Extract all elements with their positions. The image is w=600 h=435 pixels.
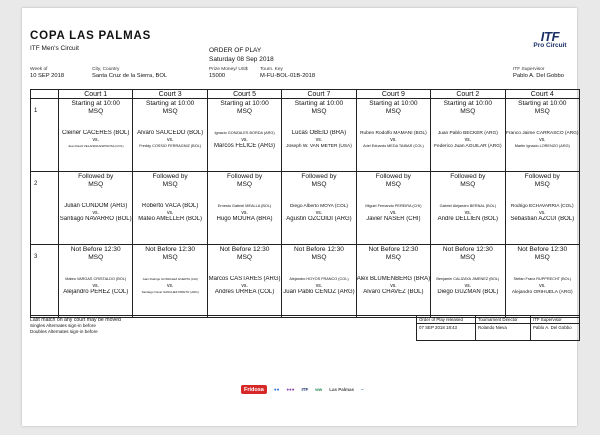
schedule-row xyxy=(31,245,580,318)
versus-label: vs. xyxy=(166,210,174,216)
match-event: MSQ xyxy=(237,108,253,115)
player-one: Julian CUNDOM (ARG) xyxy=(64,203,128,209)
supervisor-label: ITF Supervisor xyxy=(513,67,545,72)
match-cell xyxy=(59,172,133,245)
match-event: MSQ xyxy=(88,108,104,115)
match-cell xyxy=(282,99,356,172)
court-header: Court 3 xyxy=(133,90,207,99)
player-two: Alejandro ORIHUELA (ARG) xyxy=(511,290,573,295)
tourn-key-value: M-FU-BOL-01B-2018 xyxy=(260,73,316,79)
match-event: MSQ xyxy=(385,108,401,115)
player-two: Andres URREA (COL) xyxy=(214,289,275,295)
player-one: Mateo VARGAS CRISTALDO (BOL) xyxy=(65,277,127,281)
prize-value: 15000 xyxy=(209,73,226,79)
schedule-table xyxy=(30,89,580,318)
court-header: Court 7 xyxy=(282,90,356,99)
match-cell xyxy=(282,245,356,318)
player-two: Santiago NAVARRO (BOL) xyxy=(59,216,132,222)
match-time: Followed by xyxy=(524,173,560,180)
match-time: Not Before 12:30 xyxy=(442,246,493,253)
sponsor-logo: ●●● xyxy=(286,387,295,392)
match-time: Not Before 12:30 xyxy=(219,246,270,253)
city-block xyxy=(92,67,167,79)
city-label: City, Country xyxy=(92,67,120,72)
player-two: Joseph W. VAN METER (USA) xyxy=(286,144,352,149)
player-two: Freddy COSSIO FERRAGNIZ (BOL) xyxy=(139,144,202,148)
court-header-row xyxy=(31,90,580,99)
player-two: Alejandro PEREZ (COL) xyxy=(63,289,129,295)
versus-label: vs. xyxy=(390,137,397,143)
player-one: Diego Alberto MOYA (COL) xyxy=(289,204,348,209)
versus-label: vs. xyxy=(241,210,248,216)
match-time: Not Before 12:30 xyxy=(517,246,568,253)
match-cell xyxy=(505,245,579,318)
court-header: Court 2 xyxy=(431,90,505,99)
match-time: Not Before 12:30 xyxy=(70,246,121,253)
order-of-play-label: ORDER OF PLAY xyxy=(209,47,262,54)
schedule-row xyxy=(31,99,580,172)
match-time: Starting at 10:00 xyxy=(369,100,418,107)
versus-label: vs. xyxy=(315,283,323,289)
player-two: Santiago Oscar SANCHEZ PRIETO (ARG) xyxy=(141,290,199,294)
sponsor-logos xyxy=(241,385,364,394)
player-two: Sebastian AZCUI (BOL) xyxy=(510,216,575,222)
match-cell xyxy=(207,172,281,245)
week-of-value: 10 SEP 2018 xyxy=(30,73,65,79)
player-one: Benjamin CALIZAYA JIMENEZ (BOL) xyxy=(436,277,500,281)
player-one: Stefan Franz RUPPRECHT (BOL) xyxy=(513,277,572,281)
match-time: Not Before 12:30 xyxy=(368,246,419,253)
match-cell xyxy=(282,172,356,245)
match-cell xyxy=(133,245,207,318)
player-two: Juan Pablo CENOZ (ARG) xyxy=(283,289,355,295)
player-one: Ruben Rodolfo MAMANI (BOL) xyxy=(360,131,427,136)
player-two: Andre DELLIEN (BOL) xyxy=(437,216,498,222)
itf-logo-text: ITF xyxy=(540,29,560,44)
director-label: Tournament Director xyxy=(476,316,530,324)
match-event: MSQ xyxy=(237,254,253,261)
alternates-notes xyxy=(30,323,98,334)
corner-cell xyxy=(31,90,59,99)
player-two: Ariel Eduardo MEDA TAIBAR (COL) xyxy=(363,144,424,148)
match-time: Not Before 12:30 xyxy=(294,246,344,253)
match-time: Followed by xyxy=(78,173,114,180)
player-two: Hugo MOURA (BRA) xyxy=(216,216,273,222)
tournament-title: COPA LAS PALMAS xyxy=(30,30,152,42)
released-value: 07 SEP 2018 18:43 xyxy=(419,325,458,330)
versus-label: vs. xyxy=(92,283,99,289)
sponsor-logo: ~ xyxy=(361,387,364,392)
match-event: MSQ xyxy=(162,181,178,188)
match-cell xyxy=(431,99,505,172)
round-number: 3 xyxy=(31,245,59,318)
match-event: MSQ xyxy=(385,254,401,261)
versus-label: vs. xyxy=(166,137,174,143)
sponsor-logo: Frídosa xyxy=(241,385,267,394)
player-two: Javier NASER (CHI) xyxy=(366,216,421,222)
match-event: MSQ xyxy=(385,181,401,188)
court-header: Court 5 xyxy=(207,90,281,99)
match-time: Followed by xyxy=(152,173,188,180)
match-time: Starting at 10:00 xyxy=(220,100,269,107)
player-one: Ignacio GONZALES BORDA (ARG) xyxy=(214,131,275,135)
week-of-label: Week of xyxy=(30,67,48,72)
player-one: Alex BLUMENBERG (BRA) xyxy=(356,276,431,282)
play-date: Saturday 08 Sep 2018 xyxy=(209,56,274,63)
match-cell xyxy=(59,245,133,318)
round-number: 1 xyxy=(31,99,59,172)
versus-label: vs. xyxy=(92,210,99,216)
versus-label: vs. xyxy=(539,283,546,289)
footer-supervisor-label: ITF Supervisor xyxy=(531,316,579,324)
versus-label: vs. xyxy=(241,137,248,143)
player-one: Alejandro HOYOS FRANCO (COL) xyxy=(289,277,349,281)
court-header: Court 9 xyxy=(356,90,430,99)
match-cell xyxy=(431,245,505,318)
schedule-body xyxy=(31,99,580,318)
player-one: Juan Rodrigo GONZALEZ HUERTA (CHI) xyxy=(142,277,198,281)
city-value: Santa Cruz de la Sierra, BOL xyxy=(92,73,168,79)
match-cell xyxy=(356,172,430,245)
match-time: Followed by xyxy=(226,173,263,180)
match-event: MSQ xyxy=(237,181,253,188)
match-time: Starting at 10:00 xyxy=(294,100,344,107)
player-two: Juan David VELANDIA ESPINOSA (COL) xyxy=(67,144,124,148)
footer-supervisor-value: Pablo A. Del Gobbo xyxy=(533,325,572,330)
match-time: Not Before 12:30 xyxy=(145,246,196,253)
match-time: Starting at 10:00 xyxy=(145,100,195,107)
match-cell xyxy=(207,245,281,318)
match-event: MSQ xyxy=(88,181,104,188)
match-time: Followed by xyxy=(450,173,486,180)
versus-label: vs. xyxy=(166,283,174,289)
director-box xyxy=(475,315,531,341)
match-cell xyxy=(356,99,430,172)
circuit-name: ITF Men's Circuit xyxy=(30,45,79,52)
match-event: MSQ xyxy=(311,108,327,115)
player-one: Lucas OBEID (BRA) xyxy=(291,130,347,136)
player-one: Miguel Fernando PEREIRA (CHI) xyxy=(365,204,422,208)
supervisor-value: Pablo A. Del Gobbo xyxy=(513,73,564,79)
prize-block xyxy=(209,67,248,79)
versus-label: vs. xyxy=(92,137,99,143)
versus-label: vs. xyxy=(464,210,472,216)
player-one: Gabriel Alejandro BERNAL (BOL) xyxy=(439,204,497,208)
player-two: Alvaro CHAVEZ (BOL) xyxy=(363,289,424,295)
match-time: Followed by xyxy=(375,173,411,180)
match-event: MSQ xyxy=(460,254,476,261)
versus-label: vs. xyxy=(315,210,323,216)
versus-label: vs. xyxy=(464,283,472,289)
versus-label: vs. xyxy=(390,283,397,289)
released-box xyxy=(416,315,476,341)
released-label: Order of Play released xyxy=(417,316,475,324)
tourn-key-label: Tourn. Key xyxy=(260,67,283,72)
player-one: Marcos CASTARES (ARG) xyxy=(208,276,281,282)
match-time: Starting at 10:00 xyxy=(443,100,493,107)
player-one: Franco Jaime CARRASCO (ARG) xyxy=(506,131,579,136)
match-event: MSQ xyxy=(460,181,476,188)
match-cell xyxy=(431,172,505,245)
sponsor-logo: ITF xyxy=(301,387,309,392)
director-value: Rolando Nieva xyxy=(478,325,507,330)
player-one: Cleiner CACERES (BOL) xyxy=(62,130,130,136)
player-one: Alvaro SAUCEDO (BOL) xyxy=(137,130,204,136)
versus-label: vs. xyxy=(539,137,546,143)
footer xyxy=(30,315,580,343)
match-event: MSQ xyxy=(162,254,178,261)
match-event: MSQ xyxy=(162,108,178,115)
order-of-play-heading xyxy=(209,46,274,64)
player-two: Diego GUZMAN (BOL) xyxy=(437,289,499,295)
match-time: Followed by xyxy=(301,173,337,180)
match-event: MSQ xyxy=(534,108,550,115)
player-two: Marcos FELICE (ARG) xyxy=(214,143,276,149)
match-cell xyxy=(133,172,207,245)
match-event: MSQ xyxy=(534,181,550,188)
match-event: MSQ xyxy=(534,254,550,261)
tourn-key-block xyxy=(260,67,315,79)
match-time: Starting at 10:00 xyxy=(71,100,120,107)
match-cell xyxy=(505,99,579,172)
itf-logo xyxy=(520,29,580,49)
itf-logo-subtitle: Pro Circuit xyxy=(533,42,567,49)
match-cell xyxy=(133,99,207,172)
match-event: MSQ xyxy=(88,254,104,261)
player-two: Martin Ignacio LORENZO (ARG) xyxy=(514,144,570,148)
match-event: MSQ xyxy=(311,181,327,188)
match-event: MSQ xyxy=(460,108,476,115)
match-event: MSQ xyxy=(311,254,327,261)
versus-label: vs. xyxy=(539,210,546,216)
court-header: Court 4 xyxy=(505,90,579,99)
player-one: Roberto VACA (BOL) xyxy=(142,203,199,209)
player-two: Federico Juan AGUILAR (ARG) xyxy=(434,144,502,149)
doubles-alternates: Doubles Alternates sign-in before xyxy=(30,328,98,334)
singles-alternates: Singles Alternates sign-in before xyxy=(30,323,96,328)
round-number: 2 xyxy=(31,172,59,245)
match-cell xyxy=(207,99,281,172)
player-two: Agustin OZCOIDI (ARG) xyxy=(286,216,352,222)
order-of-play-page xyxy=(22,8,577,426)
versus-label: vs. xyxy=(241,283,248,289)
match-time: Starting at 10:00 xyxy=(518,100,567,107)
week-of-block xyxy=(30,67,64,79)
last-match-note: Last match on any court may be moved xyxy=(30,315,580,323)
player-one: Ernesto Gabriel MEALLA (BOL) xyxy=(217,204,272,208)
match-cell xyxy=(59,99,133,172)
sponsor-logo: Las Palmas xyxy=(329,387,354,392)
sponsor-logo: ●● xyxy=(273,387,280,392)
supervisor-block xyxy=(513,67,564,79)
player-one: Rodrigo ECHAVARRIA (COL) xyxy=(510,204,574,209)
sponsor-logo: ww xyxy=(315,387,323,392)
player-one: Juan Pablo BECKER (ARG) xyxy=(437,131,498,136)
match-cell xyxy=(505,172,579,245)
versus-label: vs. xyxy=(464,137,472,143)
versus-label: vs. xyxy=(390,210,397,216)
prize-label: Prize Money/ US$ xyxy=(209,67,248,72)
footer-supervisor-box xyxy=(530,315,580,341)
match-cell xyxy=(356,245,430,318)
schedule-row xyxy=(31,172,580,245)
court-header: Court 1 xyxy=(59,90,133,99)
player-two: Mateo AMELLER (BOL) xyxy=(138,216,202,222)
versus-label: vs. xyxy=(315,137,323,143)
